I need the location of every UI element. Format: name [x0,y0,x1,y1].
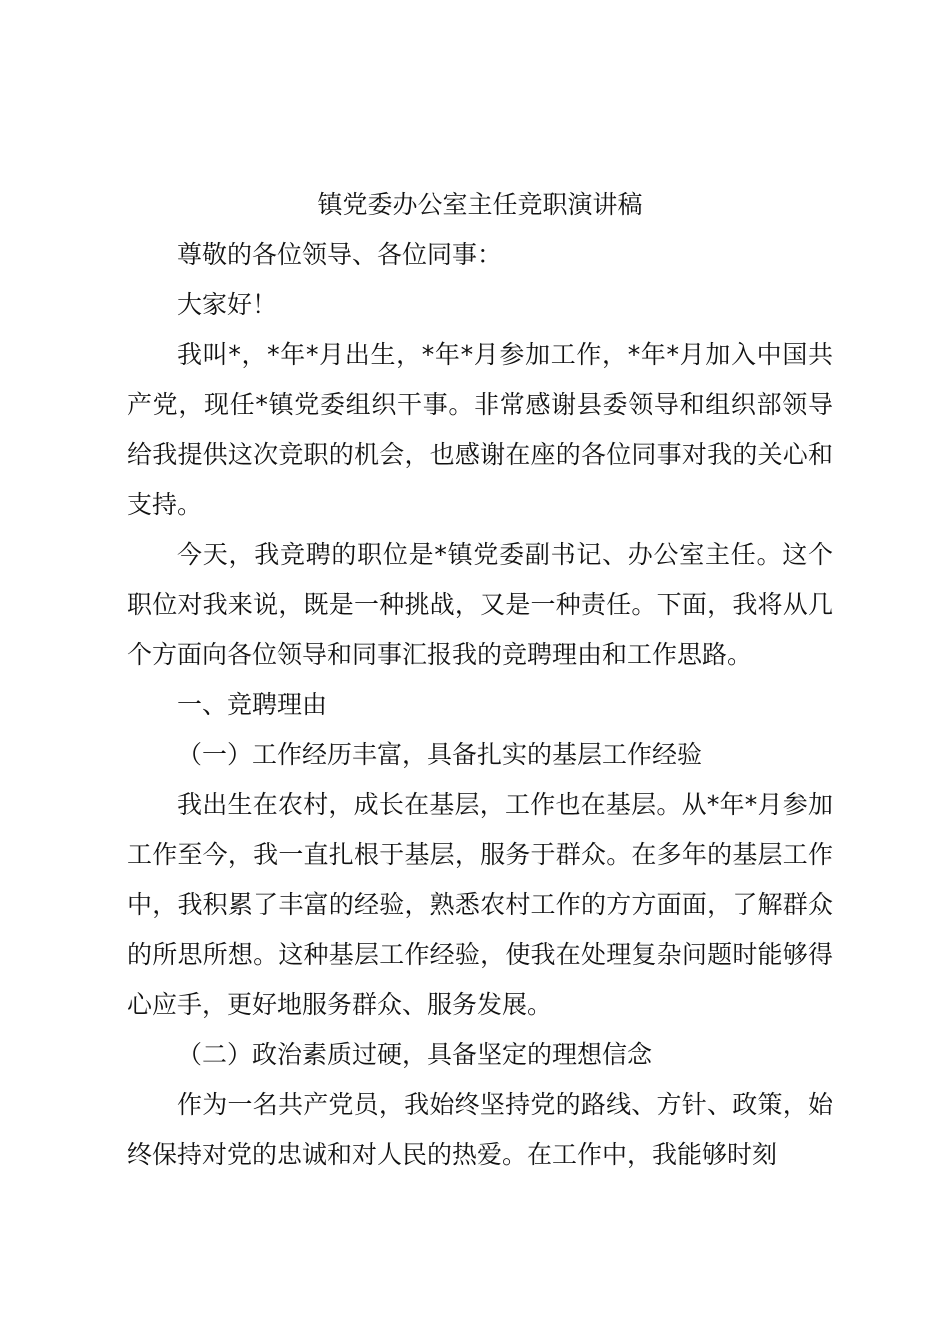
paragraph-position: 今天，我竞聘的职位是*镇党委副书记、办公室主任。这个职位对我来说，既是一种挑战，又是一种责任。下面，我将从几个方面向各位领导和同事汇报我的竞聘理由和工作思路。 [127,540,833,669]
salutation: 尊敬的各位领导、各位同事： [177,240,503,269]
greeting: 大家好！ [177,290,278,319]
document-title: 镇党委办公室主任竞职演讲稿 [317,190,643,219]
paragraph-introduction: 我叫*，*年*月出生，*年*月参加工作，*年*月加入中国共产党，现任*镇党委组织干事。非常感谢县委领导和组织部领导给我提供这次竞职的机会，也感谢在座的各位同事对我的关心和支持。 [127,340,833,519]
paragraph-experience: 我出生在农村，成长在基层，工作也在基层。从*年*月参加工作至今，我一直扎根于基层，服务于群众。在多年的基层工作中，我积累了丰富的经验，熟悉农村工作的方方面面，了解群众的所思所想。这种基层工作经验，使我在处理复杂问题时能够得心应手，更好地服务群众、服务发展。 [127,790,833,1019]
paragraph-political-quality: 作为一名共产党员，我始终坚持党的路线、方针、政策，始终保持对党的忠诚和对人民的热爱。在工作中，我能够时刻 [127,1090,833,1169]
subheading-experience: （一）工作经历丰富，具备扎实的基层工作经验 [177,740,703,769]
section-heading-reasons: 一、竞聘理由 [177,690,328,719]
subheading-political-quality: （二）政治素质过硬，具备坚定的理想信念 [177,1040,653,1069]
document-page [127,180,833,1180]
